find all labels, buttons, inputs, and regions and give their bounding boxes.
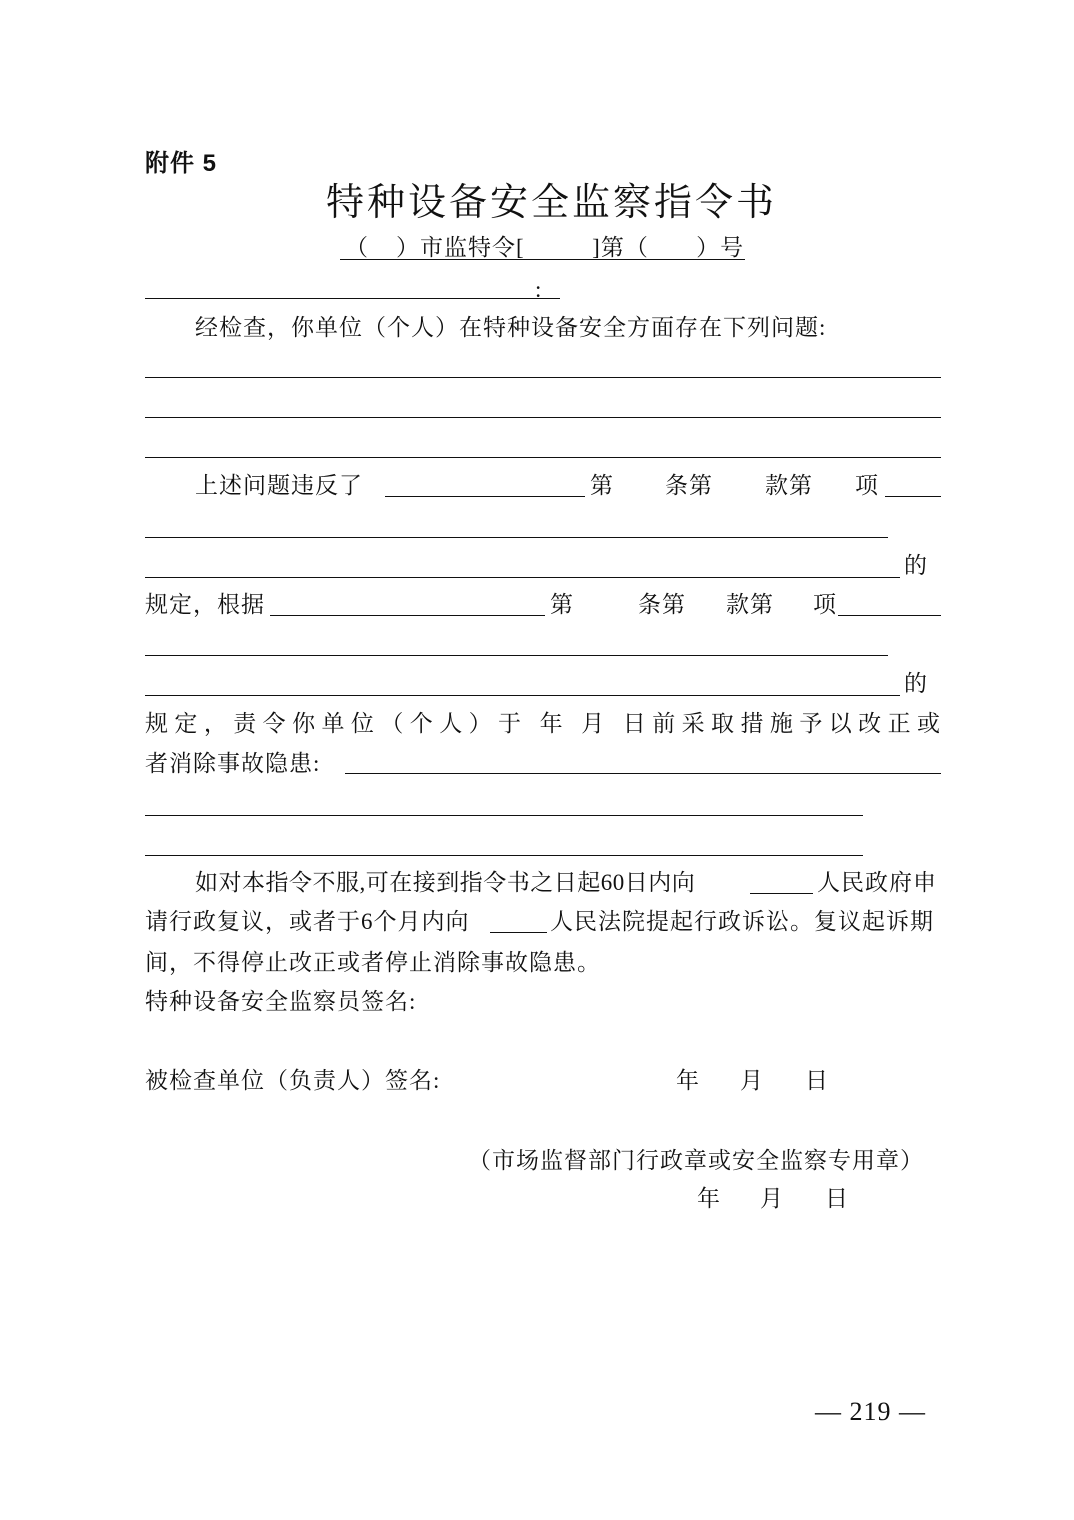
appeal-text-1: 如对本指令不服,可在接到指令书之日起60日内向 — [195, 870, 696, 895]
basis-article-label: 第 — [550, 592, 574, 617]
problem-line-2[interactable] — [145, 417, 941, 418]
inspector-signature-label: 特种设备安全监察员签名: — [145, 989, 417, 1014]
sign-year: 年 — [676, 1068, 700, 1093]
problem-line-3[interactable] — [145, 457, 941, 458]
violation-extra-field[interactable] — [885, 496, 941, 497]
seal-year: 年 — [697, 1186, 721, 1211]
basis-line-3[interactable] — [145, 695, 900, 696]
violation-de: 的 — [904, 553, 928, 578]
document-number: （ ）市监特令[ ]第（ ）号 — [345, 235, 745, 260]
problem-line-1[interactable] — [145, 377, 941, 378]
basis-law-field[interactable] — [270, 615, 545, 616]
inspected-signature-label: 被检查单位（负责人）签名: — [145, 1068, 441, 1093]
basis-paragraph-label: 款第 — [726, 592, 774, 617]
addressee-colon: : — [535, 277, 543, 302]
addressee-field[interactable] — [145, 298, 560, 299]
basis-item-label: 项 — [813, 592, 837, 617]
basis-extra-field[interactable] — [838, 615, 941, 616]
page-number: — 219 — — [815, 1397, 926, 1426]
attachment-label: 附件 5 — [145, 150, 218, 177]
violation-line-2[interactable] — [145, 537, 888, 538]
violation-paragraph-label: 款第 — [765, 473, 813, 498]
government-field[interactable] — [750, 893, 813, 894]
hazard-label: 者消除事故隐患: — [145, 751, 321, 776]
basis-de: 的 — [904, 671, 928, 696]
violation-prefix: 上述问题违反了 — [195, 473, 363, 498]
sign-day: 日 — [805, 1068, 829, 1093]
violated-law-field[interactable] — [385, 496, 585, 497]
basis-line-2[interactable] — [145, 655, 888, 656]
appeal-text-4: 人民法院提起行政诉讼。复议起诉期 — [550, 909, 934, 934]
violation-item-label: 项 — [855, 473, 879, 498]
violation-article-label: 第 — [590, 473, 614, 498]
document-number-underline — [340, 259, 745, 260]
intro-paragraph: 经检查，你单位（个人）在特种设备安全方面存在下列问题: — [195, 315, 827, 340]
seal-month: 月 — [760, 1186, 784, 1211]
court-field[interactable] — [490, 932, 547, 933]
hazard-line-2[interactable] — [145, 815, 863, 816]
hazard-field[interactable] — [345, 773, 941, 774]
violation-line-3[interactable] — [145, 577, 900, 578]
order-line: 规定，责令你单位（个人）于 年 月 日前采取措施予以改正或 — [145, 711, 941, 736]
appeal-text-2: 人民政府申 — [817, 870, 937, 895]
appeal-text-5: 间，不得停止改正或者停止消除事故隐患。 — [145, 950, 601, 975]
basis-prefix: 规定，根据 — [145, 592, 265, 617]
hazard-line-3[interactable] — [145, 855, 863, 856]
seal-note: （市场监督部门行政章或安全监察专用章） — [468, 1148, 924, 1173]
seal-day: 日 — [825, 1186, 849, 1211]
violation-clause-label: 条第 — [665, 473, 713, 498]
sign-month: 月 — [740, 1068, 764, 1093]
appeal-text-3: 请行政复议，或者于6个月内向 — [145, 909, 470, 934]
page-title: 特种设备安全监察指令书 — [326, 182, 778, 224]
basis-clause-label: 条第 — [638, 592, 686, 617]
